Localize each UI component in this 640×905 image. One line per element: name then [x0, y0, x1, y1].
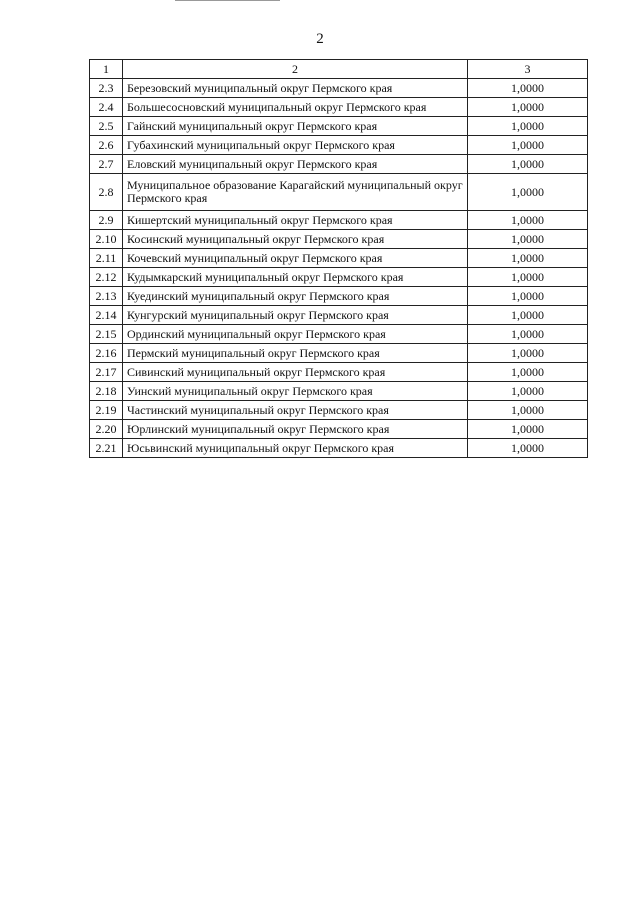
- row-number: 2.11: [90, 249, 123, 268]
- row-coefficient-value: 1,0000: [468, 230, 588, 249]
- row-coefficient-value: 1,0000: [468, 155, 588, 174]
- row-municipality-name: Гайнский муниципальный округ Пермского края: [123, 117, 468, 136]
- row-municipality-name: Ординский муниципальный округ Пермского края: [123, 325, 468, 344]
- table-row: [90, 439, 588, 458]
- row-number: 2.20: [90, 420, 123, 439]
- table-row: [90, 98, 588, 117]
- table-row: [90, 268, 588, 287]
- row-municipality-name: Косинский муниципальный округ Пермского края: [123, 230, 468, 249]
- table-row: [90, 136, 588, 155]
- row-coefficient-value: 1,0000: [468, 401, 588, 420]
- row-coefficient-value: 1,0000: [468, 363, 588, 382]
- row-number: 2.15: [90, 325, 123, 344]
- row-number: 2.3: [90, 79, 123, 98]
- row-coefficient-value: 1,0000: [468, 211, 588, 230]
- header-col-1: 1: [90, 60, 123, 79]
- table-row: [90, 155, 588, 174]
- row-municipality-name: Кишертский муниципальный округ Пермского края: [123, 211, 468, 230]
- row-number: 2.6: [90, 136, 123, 155]
- table-row: [90, 174, 588, 211]
- top-rule: [175, 0, 280, 1]
- table-row: [90, 344, 588, 363]
- row-municipality-name: Сивинский муниципальный округ Пермского края: [123, 363, 468, 382]
- row-municipality-name: Частинский муниципальный округ Пермского края: [123, 401, 468, 420]
- row-coefficient-value: 1,0000: [468, 117, 588, 136]
- row-number: 2.7: [90, 155, 123, 174]
- row-municipality-name: Муниципальное образование Карагайский муниципальный округ Пермского края: [123, 174, 468, 211]
- table-row: [90, 287, 588, 306]
- table-row: [90, 79, 588, 98]
- row-coefficient-value: 1,0000: [468, 98, 588, 117]
- row-municipality-name: Кудымкарский муниципальный округ Пермского края: [123, 268, 468, 287]
- header-col-2: 2: [123, 60, 468, 79]
- page-number: 2: [316, 31, 324, 47]
- row-number: 2.8: [90, 174, 123, 211]
- row-coefficient-value: 1,0000: [468, 439, 588, 458]
- row-municipality-name: Кунгурский муниципальный округ Пермского края: [123, 306, 468, 325]
- row-coefficient-value: 1,0000: [468, 420, 588, 439]
- row-municipality-name: Кочевский муниципальный округ Пермского края: [123, 249, 468, 268]
- row-municipality-name: Большесосновский муниципальный округ Пермского края: [123, 98, 468, 117]
- row-number: 2.5: [90, 117, 123, 136]
- row-number: 2.12: [90, 268, 123, 287]
- table-row: [90, 211, 588, 230]
- table-row: [90, 325, 588, 344]
- row-coefficient-value: 1,0000: [468, 268, 588, 287]
- row-number: 2.4: [90, 98, 123, 117]
- table-header-row: [90, 60, 588, 79]
- table-row: [90, 363, 588, 382]
- row-number: 2.9: [90, 211, 123, 230]
- row-number: 2.10: [90, 230, 123, 249]
- table-body: [90, 60, 588, 458]
- table-row: [90, 401, 588, 420]
- row-number: 2.18: [90, 382, 123, 401]
- row-municipality-name: Уинский муниципальный округ Пермского края: [123, 382, 468, 401]
- row-coefficient-value: 1,0000: [468, 249, 588, 268]
- row-coefficient-value: 1,0000: [468, 382, 588, 401]
- header-col-3: 3: [468, 60, 588, 79]
- row-coefficient-value: 1,0000: [468, 306, 588, 325]
- row-municipality-name: Юрлинский муниципальный округ Пермского края: [123, 420, 468, 439]
- row-number: 2.17: [90, 363, 123, 382]
- row-municipality-name: Юсьвинский муниципальный округ Пермского края: [123, 439, 468, 458]
- table-row: [90, 420, 588, 439]
- row-municipality-name: Пермский муниципальный округ Пермского края: [123, 344, 468, 363]
- row-coefficient-value: 1,0000: [468, 174, 588, 211]
- table-row: [90, 382, 588, 401]
- row-coefficient-value: 1,0000: [468, 325, 588, 344]
- row-municipality-name: Еловский муниципальный округ Пермского края: [123, 155, 468, 174]
- row-municipality-name: Губахинский муниципальный округ Пермского края: [123, 136, 468, 155]
- table-row: [90, 117, 588, 136]
- row-coefficient-value: 1,0000: [468, 287, 588, 306]
- row-number: 2.19: [90, 401, 123, 420]
- row-municipality-name: Березовский муниципальный округ Пермского края: [123, 79, 468, 98]
- row-number: 2.21: [90, 439, 123, 458]
- row-number: 2.13: [90, 287, 123, 306]
- table-row: [90, 230, 588, 249]
- row-coefficient-value: 1,0000: [468, 344, 588, 363]
- row-number: 2.14: [90, 306, 123, 325]
- table-row: [90, 249, 588, 268]
- table-row: [90, 306, 588, 325]
- row-municipality-name: Куединский муниципальный округ Пермского края: [123, 287, 468, 306]
- municipal-coefficients-table: [89, 59, 588, 458]
- row-number: 2.16: [90, 344, 123, 363]
- row-coefficient-value: 1,0000: [468, 79, 588, 98]
- row-coefficient-value: 1,0000: [468, 136, 588, 155]
